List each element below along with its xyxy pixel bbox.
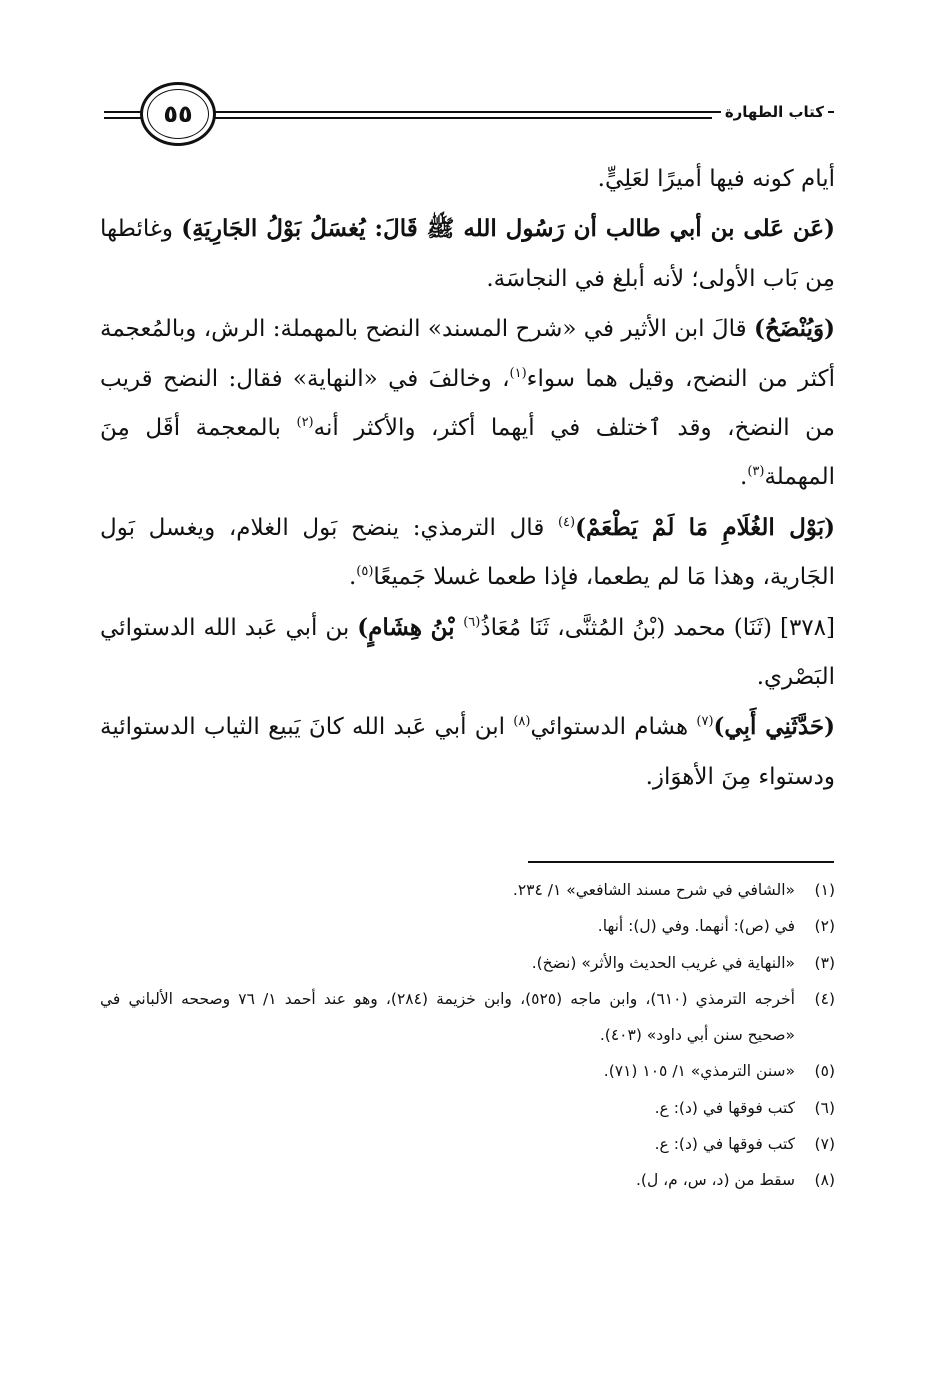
footnote-ref: (٣): [747, 464, 765, 480]
footnote-number: (٨): [814, 1171, 835, 1190]
commentary-text: قالَ ابن الأثير في «شرح المسند» النضح بالمهملة: الرش، وبالمُعجمة أكثر من النضح، وقيل هما سواء: [100, 316, 835, 392]
body-paragraph: [100, 503, 835, 603]
footnote: [100, 1126, 835, 1162]
footnote-text: كتب فوقها في (د): ع.: [654, 1135, 795, 1154]
commentary-text: ابن أبي عَبد الله كانَ يَبيع الثياب الدستوائية ودستواء مِنَ الأهوَاز.: [100, 714, 835, 790]
commentary-text: .: [740, 464, 748, 491]
footnote-text: في (ص): أنهما. وفي (ل): أنها.: [597, 917, 795, 936]
footnote-text: أخرجه الترمذي (٦١٠)، وابن ماجه (٥٢٥)، وابن خزيمة (٢٨٤)، وهو عند أحمد ١/ ٧٦ وصححه الألباني في «صحيح سنن أبي داود» (٤٠٣).: [100, 989, 795, 1045]
commentary-text: وغائطها مِن بَاب الأولى؛ لأنه أبلغ في النجاسَة.: [100, 216, 835, 292]
footnote-number: (٣): [814, 953, 835, 972]
body-paragraph: [100, 155, 835, 204]
footnote-ref: (٢): [296, 415, 314, 431]
matn-text: (بَوْل الغُلَامِ مَا لَمْ يَطْعَمْ): [575, 513, 836, 541]
body-paragraph: [100, 204, 835, 304]
commentary-text: بالمعجمة أقَل مِنَ المهملة: [100, 415, 835, 491]
body-paragraph: [100, 304, 835, 503]
commentary-text: قال الترمذي: ينضح بَول الغلام، ويغسل بَول الجَارية، وهذا مَا لم يطعما، فإذا طعما غسلا جَميعًا: [100, 514, 835, 591]
footnote-ref: (٤): [557, 514, 576, 530]
footnote-text: «النهاية في غريب الحديث والأثر» (نضخ).: [531, 953, 795, 972]
footnote: [100, 981, 835, 1054]
footnote-ref: (٥): [356, 564, 374, 580]
commentary-text: بن أبي عَبد الله الدستوائي البَصْري.: [100, 614, 835, 691]
footnote-number: (١): [814, 881, 835, 899]
footnote: [100, 1053, 835, 1089]
footnote-number: (٦): [814, 1098, 835, 1117]
footnote: [100, 1090, 835, 1126]
footnote-text: «سنن الترمذي» ١/ ١٠٥ (٧١).: [603, 1062, 795, 1081]
matn-text: بْنُ هِشَامٍ): [357, 613, 464, 641]
footnote-ref: (١): [509, 365, 527, 381]
footnote-text: «الشافي في شرح مسند الشافعي» ١/ ٢٣٤.: [512, 881, 795, 899]
body-paragraph: [100, 702, 835, 802]
footnote-number: (٤): [814, 989, 835, 1008]
footnote-text: كتب فوقها في (د): ع.: [654, 1098, 795, 1117]
matn-text: (وَيُنْضَحُ): [753, 315, 835, 343]
footnote: [100, 945, 835, 981]
footnote-ref: (٧): [696, 714, 714, 730]
footnote-separator: [528, 861, 834, 863]
commentary-text: [٣٧٨] (ثَنَا) محمد (بْنُ المُثنَّى، ثَنَا مُعَاذُ: [480, 614, 835, 641]
matn-text: (حَدَّثَنِي أَبِي): [713, 713, 835, 741]
footnote-number: (٧): [814, 1135, 835, 1154]
body-paragraph: [100, 603, 835, 703]
footnote: [100, 872, 835, 908]
footnote-number: (٥): [814, 1062, 835, 1081]
footnote-text: سقط من (د، س، م، ل).: [636, 1171, 795, 1190]
matn-text: (عَن عَلى بن أبي طالب أن رَسُول الله ﷺ قَالَ: يُغسَلُ بَوْلُ الجَارِيَةِ): [181, 215, 835, 243]
footnote: [100, 908, 835, 944]
body-text: [100, 155, 835, 802]
commentary-text: هشام الدستوائي: [530, 714, 697, 741]
footnote-ref: (٨): [513, 714, 531, 730]
header-rule-main-bottom: [212, 117, 712, 119]
running-head: كتاب الطهارة: [721, 103, 828, 121]
commentary-text: .: [348, 564, 357, 591]
footnote-number: (٢): [814, 917, 835, 936]
footnote-ref: (٦): [463, 614, 481, 630]
footnotes: [100, 872, 835, 1199]
commentary-text: ، وخالفَ في «النهاية» فقال: النضح قريب من النضخ، وقد ٱختلف في أيهما أكثر، والأكثر أنه: [100, 365, 835, 442]
page-number-oval: [140, 82, 216, 146]
footnote: [100, 1162, 835, 1198]
commentary-text: أيام كونه فيها أميرًا لعَلِيٍّ.: [597, 166, 835, 192]
page-number: ٥٥: [163, 100, 193, 128]
